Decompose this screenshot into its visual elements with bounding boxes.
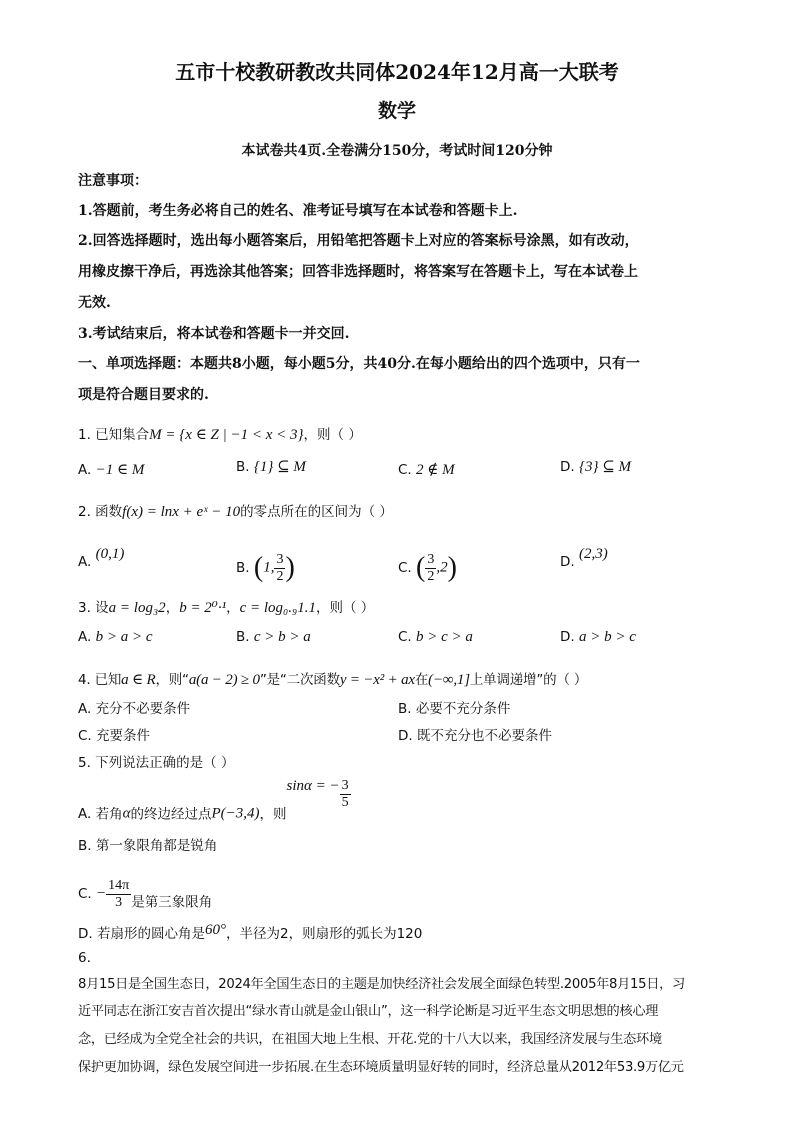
question-1-set: M = {x ∈ Z | −1 < x < 3} bbox=[149, 427, 304, 443]
numerator: 3 bbox=[276, 551, 284, 567]
option-math: 1, bbox=[263, 559, 275, 576]
option-text: 必要不充分条件 bbox=[415, 701, 511, 717]
q4-option-c[interactable] bbox=[78, 724, 150, 744]
note-item-2-end: 无效. bbox=[78, 295, 111, 311]
question-2-function: f(x) = lnx + eˣ − 10 bbox=[122, 504, 241, 520]
q1-option-b[interactable] bbox=[236, 457, 306, 476]
question-2-prefix: 2. 函数 bbox=[78, 504, 123, 520]
question-6-number: 6. bbox=[78, 950, 91, 966]
option-math: b > c > a bbox=[416, 629, 473, 645]
q2-option-d[interactable] bbox=[560, 546, 608, 571]
question-4-text: 在 bbox=[414, 672, 429, 688]
option-label: C. bbox=[398, 462, 412, 478]
option-label: C. bbox=[78, 728, 92, 744]
q3-option-b[interactable] bbox=[236, 629, 311, 646]
question-1-suffix: ，则（ ） bbox=[303, 427, 362, 443]
option-label: B. bbox=[236, 629, 250, 645]
option-label: C. bbox=[78, 886, 92, 902]
option-text: 若扇形的圆心角是 bbox=[96, 926, 205, 942]
question-2-suffix: 的零点所在的区间为（ ） bbox=[240, 504, 393, 520]
option-label: A. bbox=[78, 806, 92, 822]
option-text: 既不充分也不必要条件 bbox=[416, 728, 552, 744]
question-6-line: 念，已经成为全党全社会的共识，在祖国大地上生根、开花.党的十八大以来，我国经济发展与生态环境 bbox=[78, 1032, 662, 1047]
option-label: A. bbox=[78, 629, 92, 645]
option-math: sinα = − bbox=[286, 778, 340, 794]
question-4-math: a(a − 2) ≥ 0 bbox=[188, 672, 260, 688]
question-4-math: (−∞,1] bbox=[428, 672, 470, 688]
option-math: −1 ∈ M bbox=[95, 462, 145, 478]
question-4-prefix: 4. 已知 bbox=[78, 672, 122, 688]
question-1-prefix: 1. 已知集合 bbox=[78, 427, 150, 443]
section-heading-cont: 项是符合题目要求的. bbox=[78, 387, 209, 403]
option-label: A. bbox=[78, 701, 92, 717]
question-4-math: a ∈ R bbox=[121, 672, 156, 688]
option-math: {3} ⊆ M bbox=[578, 459, 632, 475]
option-label: B. bbox=[236, 560, 250, 576]
option-fraction bbox=[274, 552, 285, 585]
option-fraction bbox=[106, 878, 131, 911]
option-paren: ( bbox=[253, 552, 264, 583]
note-item-3: 3.考试结束后，将本试卷和答题卡一并交回. bbox=[78, 326, 350, 342]
option-label: D. bbox=[398, 728, 413, 744]
option-math: (0,1) bbox=[95, 546, 125, 562]
q1-option-c[interactable] bbox=[398, 460, 455, 479]
option-fraction bbox=[340, 778, 351, 811]
question-3-b: b = 2⁰·¹ bbox=[179, 600, 227, 616]
option-text: 若角 bbox=[95, 806, 123, 823]
exam-info: 本试卷共4页.全卷满分150分，考试时间120分钟 bbox=[241, 143, 553, 159]
note-item-2-cont: 用橡皮擦干净后，再选涂其他答案；回答非选择题时，将答案写在答题卡上，写在本试卷上 bbox=[78, 264, 638, 280]
option-text: 充分不必要条件 bbox=[95, 701, 191, 717]
question-3-c: c = log₀.₉1.1 bbox=[239, 600, 316, 616]
numerator: 14π bbox=[108, 877, 130, 893]
option-paren: ) bbox=[285, 552, 295, 583]
separator: ， bbox=[165, 600, 180, 616]
option-text: ，半径为2，则扇形的弧长为120 bbox=[225, 926, 423, 942]
option-text: 是第三象限角 bbox=[131, 894, 213, 911]
question-4-text: ，则“ bbox=[155, 672, 189, 688]
question-3 bbox=[78, 596, 374, 617]
q3-option-a[interactable] bbox=[78, 629, 153, 646]
option-label: B. bbox=[398, 701, 412, 717]
question-3-prefix: 3. 设 bbox=[78, 600, 109, 616]
question-2 bbox=[78, 500, 393, 521]
question-5: 5. 下列说法正确的是（ ） bbox=[78, 755, 235, 771]
question-4 bbox=[78, 668, 587, 689]
option-label: D. bbox=[560, 554, 575, 570]
option-label: C. bbox=[398, 629, 412, 645]
q5-option-d[interactable] bbox=[78, 922, 422, 943]
option-math: {1} ⊆ M bbox=[253, 459, 306, 475]
q2-option-a[interactable] bbox=[78, 546, 125, 571]
q1-option-d[interactable] bbox=[560, 457, 631, 476]
option-label: D. bbox=[78, 926, 93, 942]
question-3-suffix: ，则（ ） bbox=[315, 600, 375, 616]
option-math: − bbox=[96, 885, 107, 902]
q1-option-a[interactable] bbox=[78, 460, 144, 479]
q4-option-a[interactable] bbox=[78, 697, 190, 717]
option-math: 2 ∉ M bbox=[416, 462, 455, 478]
option-fraction bbox=[425, 552, 436, 585]
option-text: 的终边经过点 bbox=[130, 806, 212, 823]
section-heading: 一、单项选择题：本题共8小题，每小题5分，共40分.在每小题给出的四个选项中，只有一 bbox=[78, 356, 640, 372]
q2-option-b[interactable] bbox=[236, 536, 295, 585]
option-label: D. bbox=[560, 629, 575, 645]
denominator: 2 bbox=[276, 568, 284, 584]
question-6-line: 近平同志在浙江安吉首次提出“绿水青山就是金山银山”，这一科学论断是习近平生态文明思想的核心理 bbox=[78, 1004, 659, 1019]
option-label: B. bbox=[78, 838, 92, 854]
q5-option-c[interactable] bbox=[78, 860, 212, 911]
option-label: A. bbox=[78, 462, 92, 478]
option-text: 第一象限角都是锐角 bbox=[95, 838, 218, 854]
note-item-2: 2.回答选择题时，选出每小题答案后，用铅笔把答题卡上对应的答案标号涂黑，如有改动， bbox=[78, 233, 639, 249]
separator: ， bbox=[226, 600, 240, 616]
option-label: C. bbox=[398, 560, 412, 576]
question-3-a: a = log₃2 bbox=[108, 600, 166, 616]
question-4-text: ”是“二次函数 bbox=[259, 672, 340, 688]
q3-option-c[interactable] bbox=[398, 629, 473, 646]
question-6-line: 8月15日是全国生态日，2024年全国生态日的主题是加快经济社会发展全面绿色转型.2005年8月15日，习 bbox=[78, 977, 685, 992]
option-math: ,2 bbox=[436, 559, 448, 576]
question-4-text: 上单调递增”的（ ） bbox=[469, 672, 588, 688]
denominator: 3 bbox=[115, 894, 123, 910]
q5-option-b[interactable] bbox=[78, 834, 217, 854]
q4-option-d[interactable] bbox=[398, 724, 552, 744]
option-math: b > a > c bbox=[95, 629, 153, 645]
option-math: 60° bbox=[204, 922, 226, 938]
question-4-math: y = −x² + ax bbox=[339, 672, 415, 688]
option-math: α bbox=[122, 805, 131, 822]
question-1 bbox=[78, 423, 362, 444]
option-text: 充要条件 bbox=[96, 728, 151, 744]
subject-title: 数学 bbox=[377, 100, 416, 122]
exam-title: 五市十校教研教改共同体2024年12月高一大联考 bbox=[175, 60, 619, 84]
denominator: 2 bbox=[427, 568, 435, 584]
option-text: ，则 bbox=[259, 806, 287, 823]
question-6-line: 保护更加协调，绿色发展空间进一步拓展.在生态环境质量明显好转的同时，经济总量从2012年53.9万亿元 bbox=[78, 1060, 684, 1075]
q4-option-b[interactable] bbox=[398, 697, 510, 717]
denominator: 5 bbox=[341, 795, 349, 810]
numerator: 3 bbox=[341, 778, 349, 793]
numerator: 3 bbox=[427, 551, 435, 567]
option-paren: ( bbox=[416, 552, 426, 583]
option-math: a > b > c bbox=[578, 629, 636, 645]
option-math: c > b > a bbox=[253, 629, 311, 645]
q2-option-c[interactable] bbox=[398, 536, 457, 585]
option-label: A. bbox=[78, 554, 92, 570]
notes-heading: 注意事项： bbox=[78, 173, 148, 189]
note-item-1: 1.答题前，考生务必将自己的姓名、准考证号填写在本试卷和答题卡上. bbox=[78, 203, 518, 219]
option-label: B. bbox=[236, 459, 250, 475]
option-math: P(−3,4) bbox=[211, 805, 260, 822]
q5-option-a[interactable] bbox=[78, 778, 351, 823]
option-math: (2,3) bbox=[578, 546, 608, 562]
option-label: D. bbox=[560, 459, 575, 475]
option-paren: ) bbox=[447, 552, 457, 583]
q3-option-d[interactable] bbox=[560, 629, 636, 646]
